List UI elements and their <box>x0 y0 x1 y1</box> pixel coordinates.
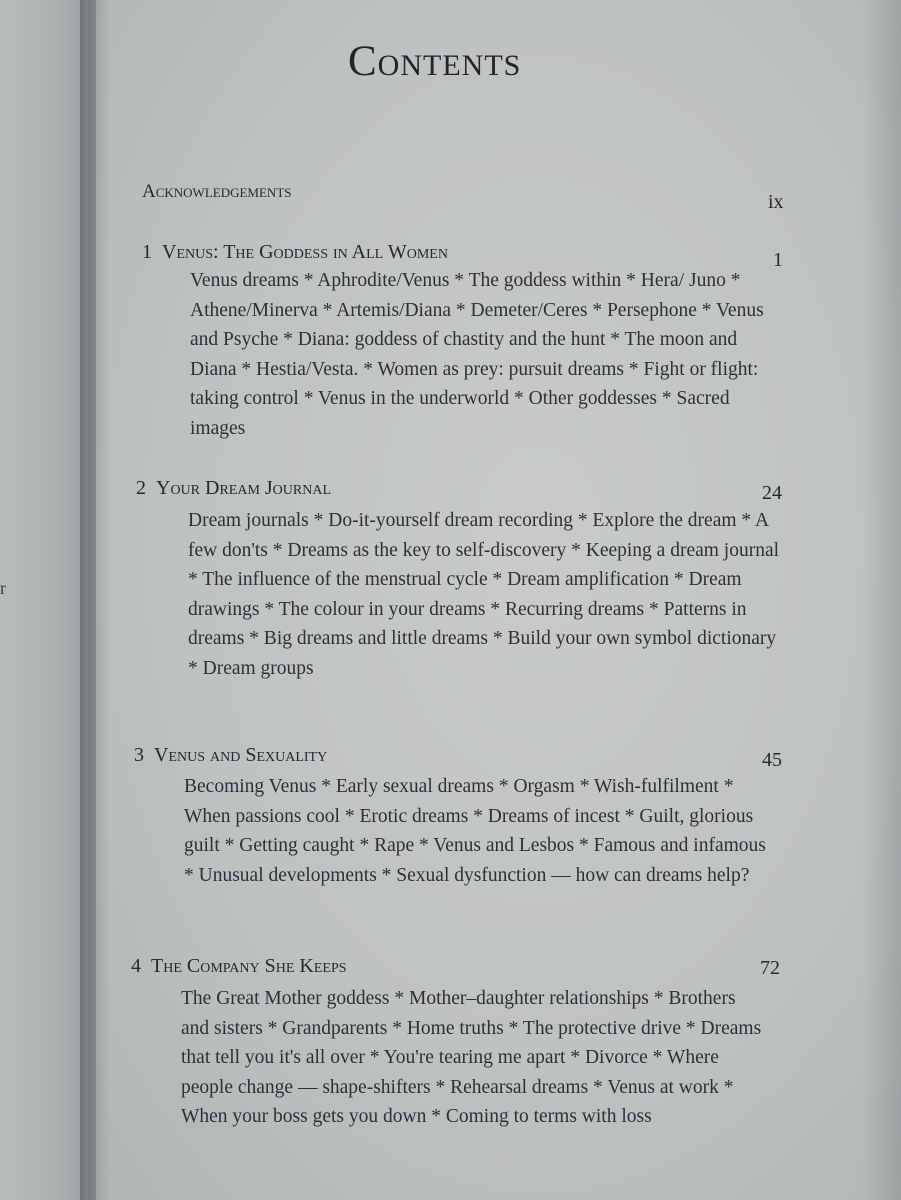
toc-chapter-4-heading <box>131 956 347 976</box>
page-title: Contents <box>348 38 522 85</box>
toc-page-number: 45 <box>762 749 782 771</box>
toc-page-number: 1 <box>773 249 783 271</box>
chapter-number: 4 <box>131 955 141 977</box>
chapter-title: The Company She Keeps <box>151 955 347 977</box>
toc-page-number: 24 <box>762 482 782 504</box>
chapter-title: Your Dream Journal <box>156 477 332 499</box>
facing-page-char: r <box>0 578 6 598</box>
chapter-number: 1 <box>142 241 152 263</box>
chapter-title: Venus: The Goddess in All Women <box>162 241 448 263</box>
toc-chapter-1-topics: Venus dreams * Aphrodite/Venus * The goddess within * Hera/ Juno * Athene/Minerva * Artemis/Diana * Demeter/Ceres * Persephone * Venus and Psyche * Diana: goddess of chastity and the hunt * The moon and Diana * Hestia/Vesta. * Women as prey: pursuit dreams * Fight or flight: taking control * Venus in the underworld * Other goddesses * Sacred images <box>190 270 764 439</box>
toc-chapter-4-topics: The Great Mother goddess * Mother–daughter relationships * Brothers and sisters * Grandparents * Home truths * The protective drive * Dreams that tell you it's all over * You're tearing me apart * Divorce * Where people change — shape-shifters * Rehearsal dreams * Venus at work * When your boss gets you down * Coming to terms with loss <box>181 988 762 1127</box>
chapter-title: Venus and Sexuality <box>154 744 328 766</box>
toc-chapter-2-topics: Dream journals * Do-it-yourself dream recording * Explore the dream * A few don'ts * Dreams as the key to self-discovery * Keeping a dream journal * The influence of the menstrual cycle * Dream amplification * Dream drawings * The colour in your dreams * Recurring dreams * Patterns in dreams * Big dreams and little dreams * Build your own symbol dictionary * Dream groups <box>188 510 780 679</box>
chapter-number: 2 <box>136 477 146 499</box>
toc-chapter-3-heading <box>134 745 327 765</box>
chapter-number: 3 <box>134 744 144 766</box>
toc-chapter-3-topics: Becoming Venus * Early sexual dreams * Orgasm * Wish-fulfilment * When passions cool * Erotic dreams * Dreams of incest * Guilt, glorious guilt * Getting caught * Rape * Venus and Lesbos * Famous and infamous * Unusual developments * Sexual dysfunction — how can dreams help? <box>184 776 766 886</box>
toc-chapter-1-heading <box>142 242 448 262</box>
toc-entry-acknowledgements: Acknowledgements <box>142 181 292 202</box>
toc-chapter-2-heading <box>136 478 331 498</box>
toc-page-number: ix <box>768 191 784 213</box>
toc-page-number: 72 <box>760 957 780 979</box>
